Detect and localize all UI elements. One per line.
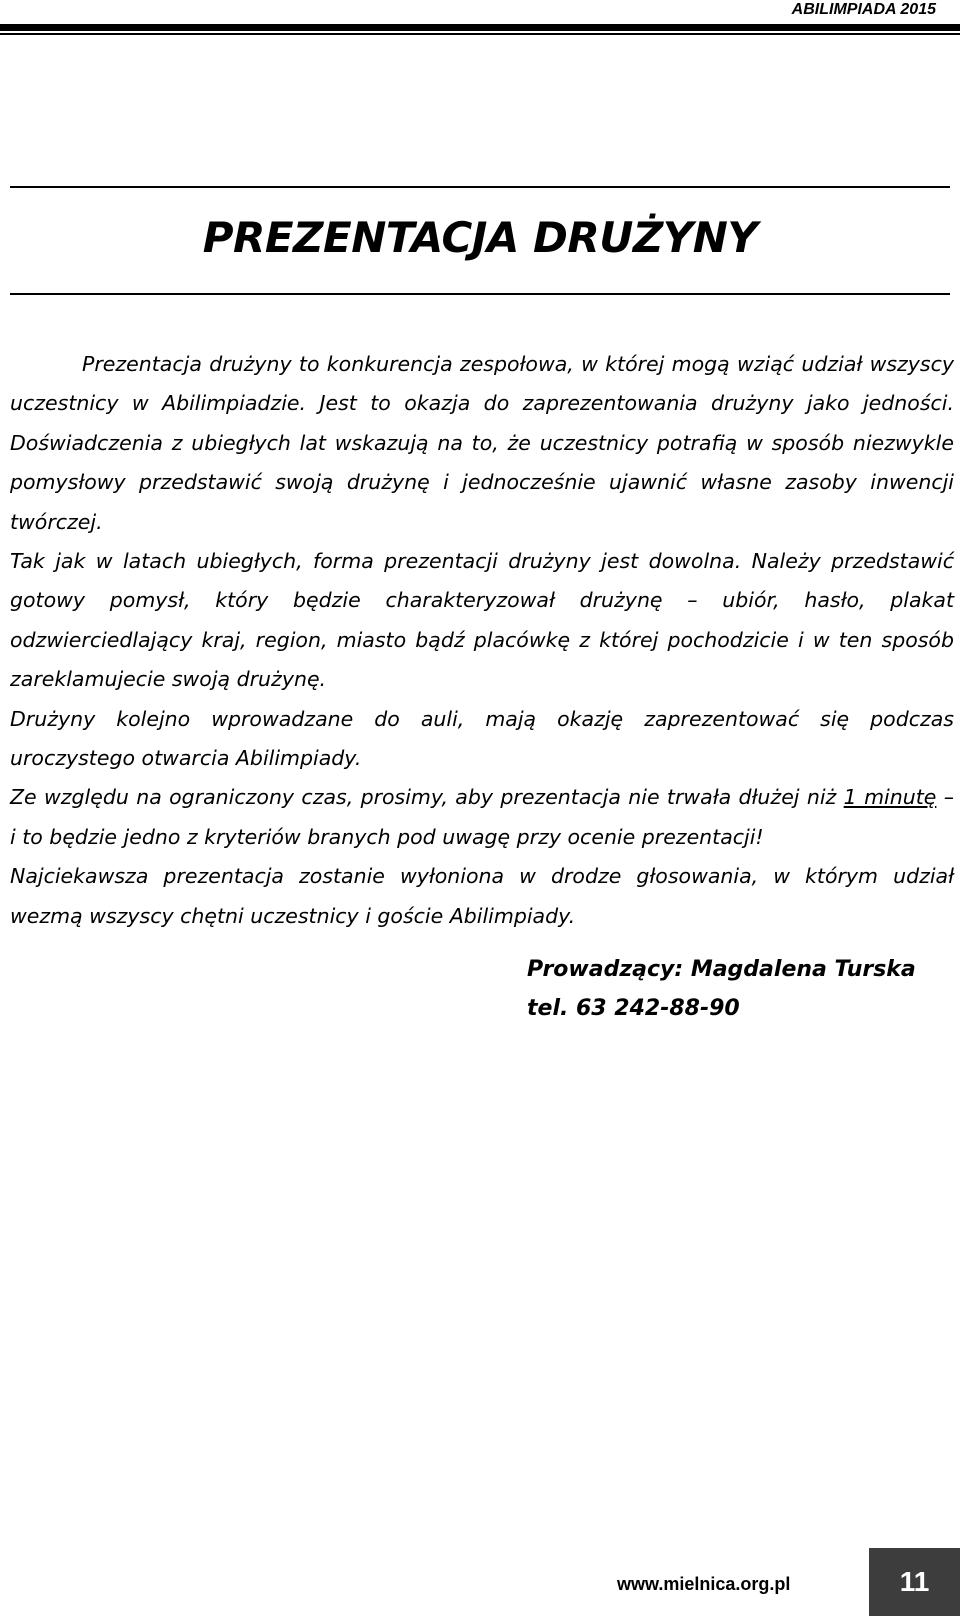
footer-url: www.mielnica.org.pl	[617, 1574, 791, 1594]
contact-phone: tel. 63 242-88-90	[527, 996, 740, 1021]
title-rule-top	[10, 186, 950, 188]
page-number-box	[869, 1548, 960, 1616]
header-rule-thin	[0, 33, 960, 35]
title-rule-bottom	[10, 293, 950, 295]
paragraph-entrance: Drużyny kolejno wprowadzane do auli, mają okazję zaprezentować się podczas uroczystego otwarcia Abilimpiady.	[10, 706, 954, 771]
time-limit-underlined: 1 minutę	[843, 785, 937, 810]
time-limit-text-after: – i to będzie jedno z kryteriów branych pod uwagę przy ocenie prezentacji!	[10, 785, 954, 849]
body-text	[10, 345, 954, 936]
contact-leader: Prowadzący: Magdalena Turska	[527, 957, 916, 982]
header-rule-thick	[0, 24, 960, 31]
page-number: 11	[899, 1566, 930, 1597]
header-label: ABILIMPIADA 2015	[791, 1, 936, 18]
paragraph-intro: Prezentacja drużyny to konkurencja zespołowa, w której mogą wziąć udział wszyscy uczestnicy w Abilimpiadzie. Jest to okazja do zaprezentowania drużyny jako jedności. Doświadczenia z ubiegłych lat wskazują na to, że uczestnicy potrafią w sposób niezwykle pomysłowy przedstawić swoją drużynę i jednocześnie ujawnić własne zasoby inwencji twórczej.	[10, 352, 954, 534]
paragraph-form: Tak jak w latach ubiegłych, forma prezentacji drużyny jest dowolna. Należy przedstawić gotowy pomysł, który będzie charakteryzował drużynę – ubiór, hasło, plakat odzwierciedlający kraj, region, miasto bądź placówkę z której pochodzicie i w ten sposób zareklamujecie swoją drużynę.	[10, 549, 954, 692]
time-limit-text-before: Ze względu na ograniczony czas, prosimy, aby prezentacja nie trwała dłużej niż	[10, 785, 844, 810]
page-title: PREZENTACJA DRUŻYNY	[202, 213, 758, 262]
paragraph-time-limit	[10, 778, 954, 857]
contact-block	[527, 950, 916, 1028]
paragraph-voting: Najciekawsza prezentacja zostanie wyłoniona w drodze głosowania, w którym udział wezmą wszyscy chętni uczestnicy i goście Abilimpiady.	[10, 864, 954, 928]
